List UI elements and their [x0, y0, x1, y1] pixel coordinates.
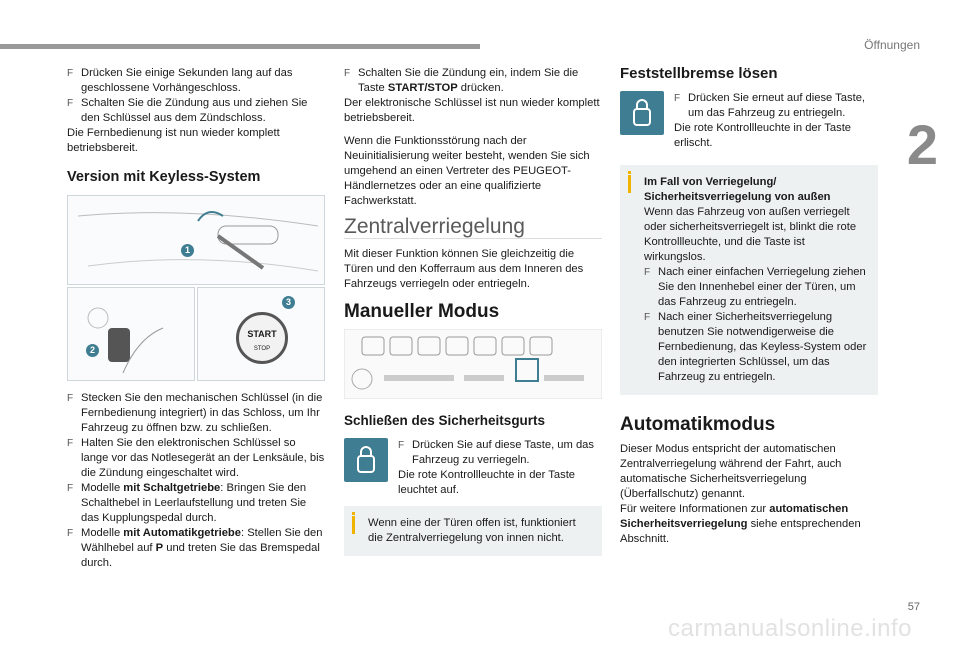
- bullet: F Drücken Sie einige Sekunden lang auf das geschlossene Vorhängeschloss.: [67, 66, 325, 96]
- bold-text: mit Automatikgetriebe: [123, 527, 241, 539]
- start-stop-button: [236, 312, 288, 364]
- unlock-icon: [620, 91, 664, 135]
- bullet: [67, 481, 325, 526]
- start-label: START: [247, 329, 277, 339]
- start-button-panel: [197, 287, 325, 381]
- info-icon: [352, 516, 355, 534]
- text: Modelle: [81, 527, 124, 539]
- info-icon: [628, 175, 631, 193]
- key-reader-panel: [67, 287, 195, 381]
- bold-text: START/STOP: [387, 82, 458, 94]
- watermark: carmanualsonline.info: [668, 615, 912, 642]
- stop-label: STOP: [253, 346, 271, 352]
- text: Für weitere Informationen zur: [620, 503, 770, 515]
- text: Schalten Sie die Zündung ein, indem Sie die Taste: [358, 67, 579, 94]
- text: und treten Sie das Bremspedal durch.: [81, 542, 320, 569]
- column-3: [620, 66, 878, 553]
- bullet: [344, 66, 602, 96]
- lock-heading: Schließen des Sicherheitsgurts: [344, 413, 546, 428]
- bullet: F Drücken Sie erneut auf diese Taste, um das Fahrzeug zu entriegeln.: [674, 91, 878, 121]
- text: Modelle: [81, 482, 124, 494]
- step-1-marker: 1: [181, 244, 194, 257]
- keyless-illustration: [67, 195, 325, 381]
- door-lock-drawing: [68, 196, 324, 284]
- info-icon-dot: [628, 171, 631, 174]
- paragraph: Die Fernbedienung ist nun wieder komplett betriebsbereit.: [67, 127, 280, 154]
- unlock-symbol: [620, 91, 664, 135]
- auto-heading: Automatikmodus: [620, 414, 776, 435]
- paragraph: Der elektronische Schlüssel ist nun wieder komplett betriebsbereit.: [344, 97, 600, 124]
- text: siehe entsprechenden Abschnitt.: [620, 518, 861, 545]
- paragraph: Die rote Kontrollleuchte in der Taste erlischt.: [674, 122, 852, 149]
- unlock-section: [620, 91, 878, 151]
- bold-text: mit Schaltgetriebe: [123, 482, 221, 494]
- bullet: F Nach einer Sicherheitsverriegelung benutzen Sie notwendigerweise die Fernbedienung, das Keyless-System oder den integrierten Schlüssel, um das Fahrzeug zu entriegeln.: [644, 310, 868, 385]
- keyless-heading: Version mit Keyless-System: [67, 169, 261, 185]
- zentral-heading: Zentralverriegelung: [344, 219, 602, 239]
- paragraph: Mit dieser Funktion können Sie gleichzeitig die Türen und den Kofferraum aus dem Inneren des Fahrzeugs verriegeln oder entriegeln.: [344, 248, 584, 290]
- step-3-marker: 3: [282, 296, 295, 309]
- bullet: F Stecken Sie den mechanischen Schlüssel (in die Fernbedienung integriert) in das Schloss, um Ihr Fahrzeug zu öffnen bzw. zu schließen.: [67, 391, 325, 436]
- bullet: F Schalten Sie die Zündung aus und ziehen Sie den Schlüssel aus dem Zündschloss.: [67, 96, 325, 126]
- lock-symbol: [344, 438, 388, 482]
- lock-text: [398, 438, 602, 468]
- paragraph: Die rote Kontrollleuchte in der Taste leuchtet auf.: [398, 469, 576, 496]
- door-lock-panel: [67, 195, 325, 285]
- paragraph: [620, 502, 878, 547]
- console-illustration: [344, 329, 602, 399]
- lock-icon: [344, 438, 388, 482]
- text: : Bringen Sie den Schalthebel in Leerlaufstellung und treten Sie das Kupplungspedal durch.: [81, 482, 307, 524]
- page-number: 57: [907, 601, 920, 613]
- unlock-text: [674, 91, 878, 121]
- info-icon-dot: [352, 512, 355, 515]
- info-box: [344, 506, 602, 556]
- paragraph: Wenn die Funktionsstörung nach der Neuinitialisierung weiter besteht, wenden Sie sich umgehend an einen Vertreter des PEUGEOT-Händlernetzes oder an eine qualifizierte Fachwerkstatt.: [344, 135, 590, 207]
- manual-heading: Manueller Modus: [344, 301, 500, 322]
- key-reader-drawing: [68, 288, 194, 380]
- bullet: F Nach einer einfachen Verriegelung ziehen Sie den Innenhebel einer der Türen, um das Fahrzeug zu entriegeln.: [644, 265, 868, 310]
- info-text: Wenn das Fahrzeug von außen verriegelt oder sicherheitsverriegelt ist, blinkt die rote Kontrollleuchte, und die Taste ist wirkungslos.: [644, 206, 857, 263]
- chapter-number: 2: [906, 113, 938, 176]
- bullet: F Halten Sie den elektronischen Schlüssel so lange vor das Notlesegerät an der Lenksäule, bis die Zündung eingeschaltet wird.: [67, 436, 325, 481]
- paragraph: Dieser Modus entspricht der automatischen Zentralverriegelung während der Fahrt, auch automatische Sicherheitsverriegelung (Überfallschutz) genannt.: [620, 443, 842, 500]
- info-text: Wenn eine der Türen offen ist, funktioniert die Zentralverriegelung von innen nicht.: [368, 517, 576, 544]
- feststell-heading: Feststellbremse lösen: [620, 65, 778, 82]
- text: : Stellen Sie den Wählhebel auf: [81, 527, 323, 554]
- info-box: [620, 165, 878, 395]
- column-1: [67, 66, 325, 571]
- column-2: [344, 66, 602, 556]
- lock-section: [344, 438, 602, 498]
- text: drücken.: [457, 82, 504, 94]
- bullet: [67, 526, 325, 571]
- console-drawing: [344, 329, 602, 399]
- bullet: F Drücken Sie auf diese Taste, um das Fahrzeug zu verriegeln.: [398, 438, 602, 468]
- header-bar: [0, 44, 480, 49]
- section-title: Öffnungen: [864, 38, 920, 52]
- bold-text: automatischen Sicherheitsverriegelung: [620, 503, 849, 530]
- info-title: Im Fall von Verriegelung/ Sicherheitsverriegelung von außen: [644, 176, 831, 203]
- step-2-marker: 2: [86, 344, 99, 357]
- bold-text: P: [155, 542, 164, 554]
